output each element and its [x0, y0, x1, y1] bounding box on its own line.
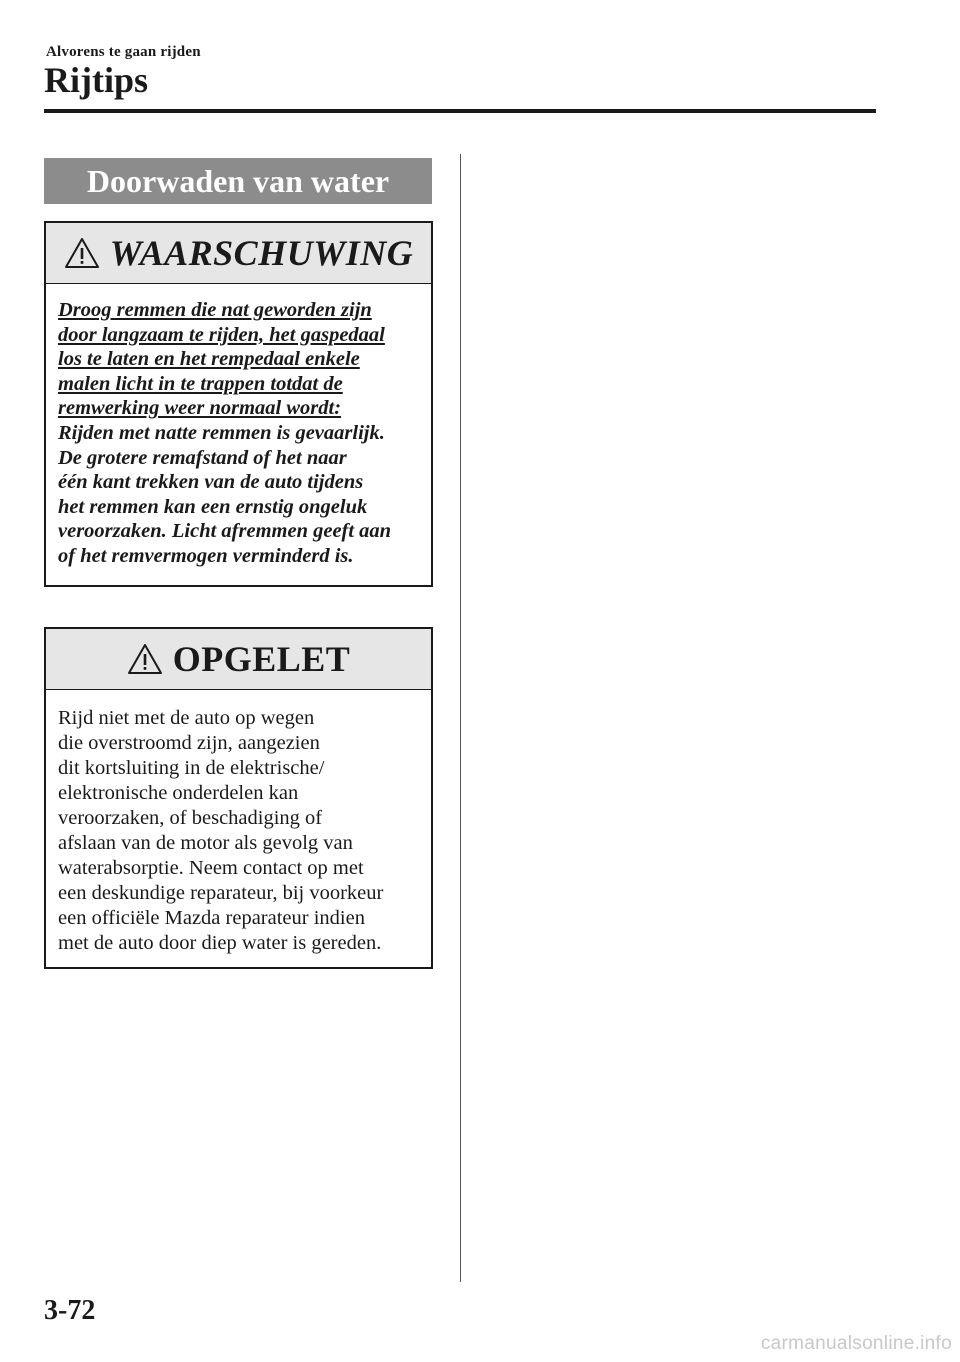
header-rule	[44, 109, 876, 113]
warning-body-line: of het remvermogen verminderd is.	[58, 544, 354, 567]
warning-body-line: veroorzaken. Licht afremmen geeft aan	[58, 520, 392, 543]
caution-body-line: een deskundige reparateur, bij voorkeur	[58, 882, 384, 904]
warning-triangle-icon	[64, 237, 100, 269]
warning-underlined-line: door langzaam te rijden, het gaspedaal	[58, 323, 385, 346]
warning-underlined-line: los te laten en het rempedaal enkele	[58, 348, 360, 371]
warning-body-line: De grotere remafstand of het naar	[58, 446, 347, 469]
warning-body-line: Rijden met natte remmen is gevaarlijk.	[58, 421, 385, 444]
warning-underlined-line: malen licht in te trappen totdat de	[58, 372, 343, 395]
caution-body-line: waterabsorptie. Neem contact op met	[58, 857, 364, 879]
caution-box	[44, 627, 433, 969]
caution-header	[46, 629, 431, 690]
warning-title: WAARSCHUWING	[109, 233, 414, 273]
warning-box	[44, 221, 433, 587]
warning-header	[46, 223, 431, 284]
breadcrumb: Alvorens te gaan rijden	[46, 44, 201, 60]
chapter-title: Rijtips	[44, 60, 149, 100]
warning-underlined-line: Droog remmen die nat geworden zijn	[58, 299, 372, 321]
caution-body	[46, 690, 431, 956]
caution-body-line: Rijd niet met de auto op wegen	[58, 707, 315, 729]
page-number: 3-72	[44, 1295, 96, 1326]
caution-title: OPGELET	[172, 639, 351, 679]
warning-underlined-line: remwerking weer normaal wordt:	[58, 397, 342, 420]
watermark: carmanualsonline.info	[760, 1333, 952, 1354]
column-divider	[460, 154, 461, 1282]
caution-body-line: die overstroomd zijn, aangezien	[58, 732, 320, 754]
caution-body-line: veroorzaken, of beschadiging of	[58, 807, 323, 829]
caution-body-line: dit kortsluiting in de elektrische/	[58, 757, 325, 779]
section-banner: Doorwaden van water	[44, 158, 432, 204]
caution-body-line: met de auto door diep water is gereden.	[58, 932, 382, 954]
warning-triangle-icon	[127, 643, 163, 675]
warning-body-line: één kant trekken van de auto tijdens	[58, 471, 364, 494]
warning-body-line: het remmen kan een ernstig ongeluk	[58, 495, 368, 518]
caution-body-line: elektronische onderdelen kan	[58, 782, 299, 804]
warning-body	[46, 284, 431, 569]
caution-body-line: afslaan van de motor als gevolg van	[58, 832, 353, 854]
caution-body-line: een officiële Mazda reparateur indien	[58, 907, 365, 929]
